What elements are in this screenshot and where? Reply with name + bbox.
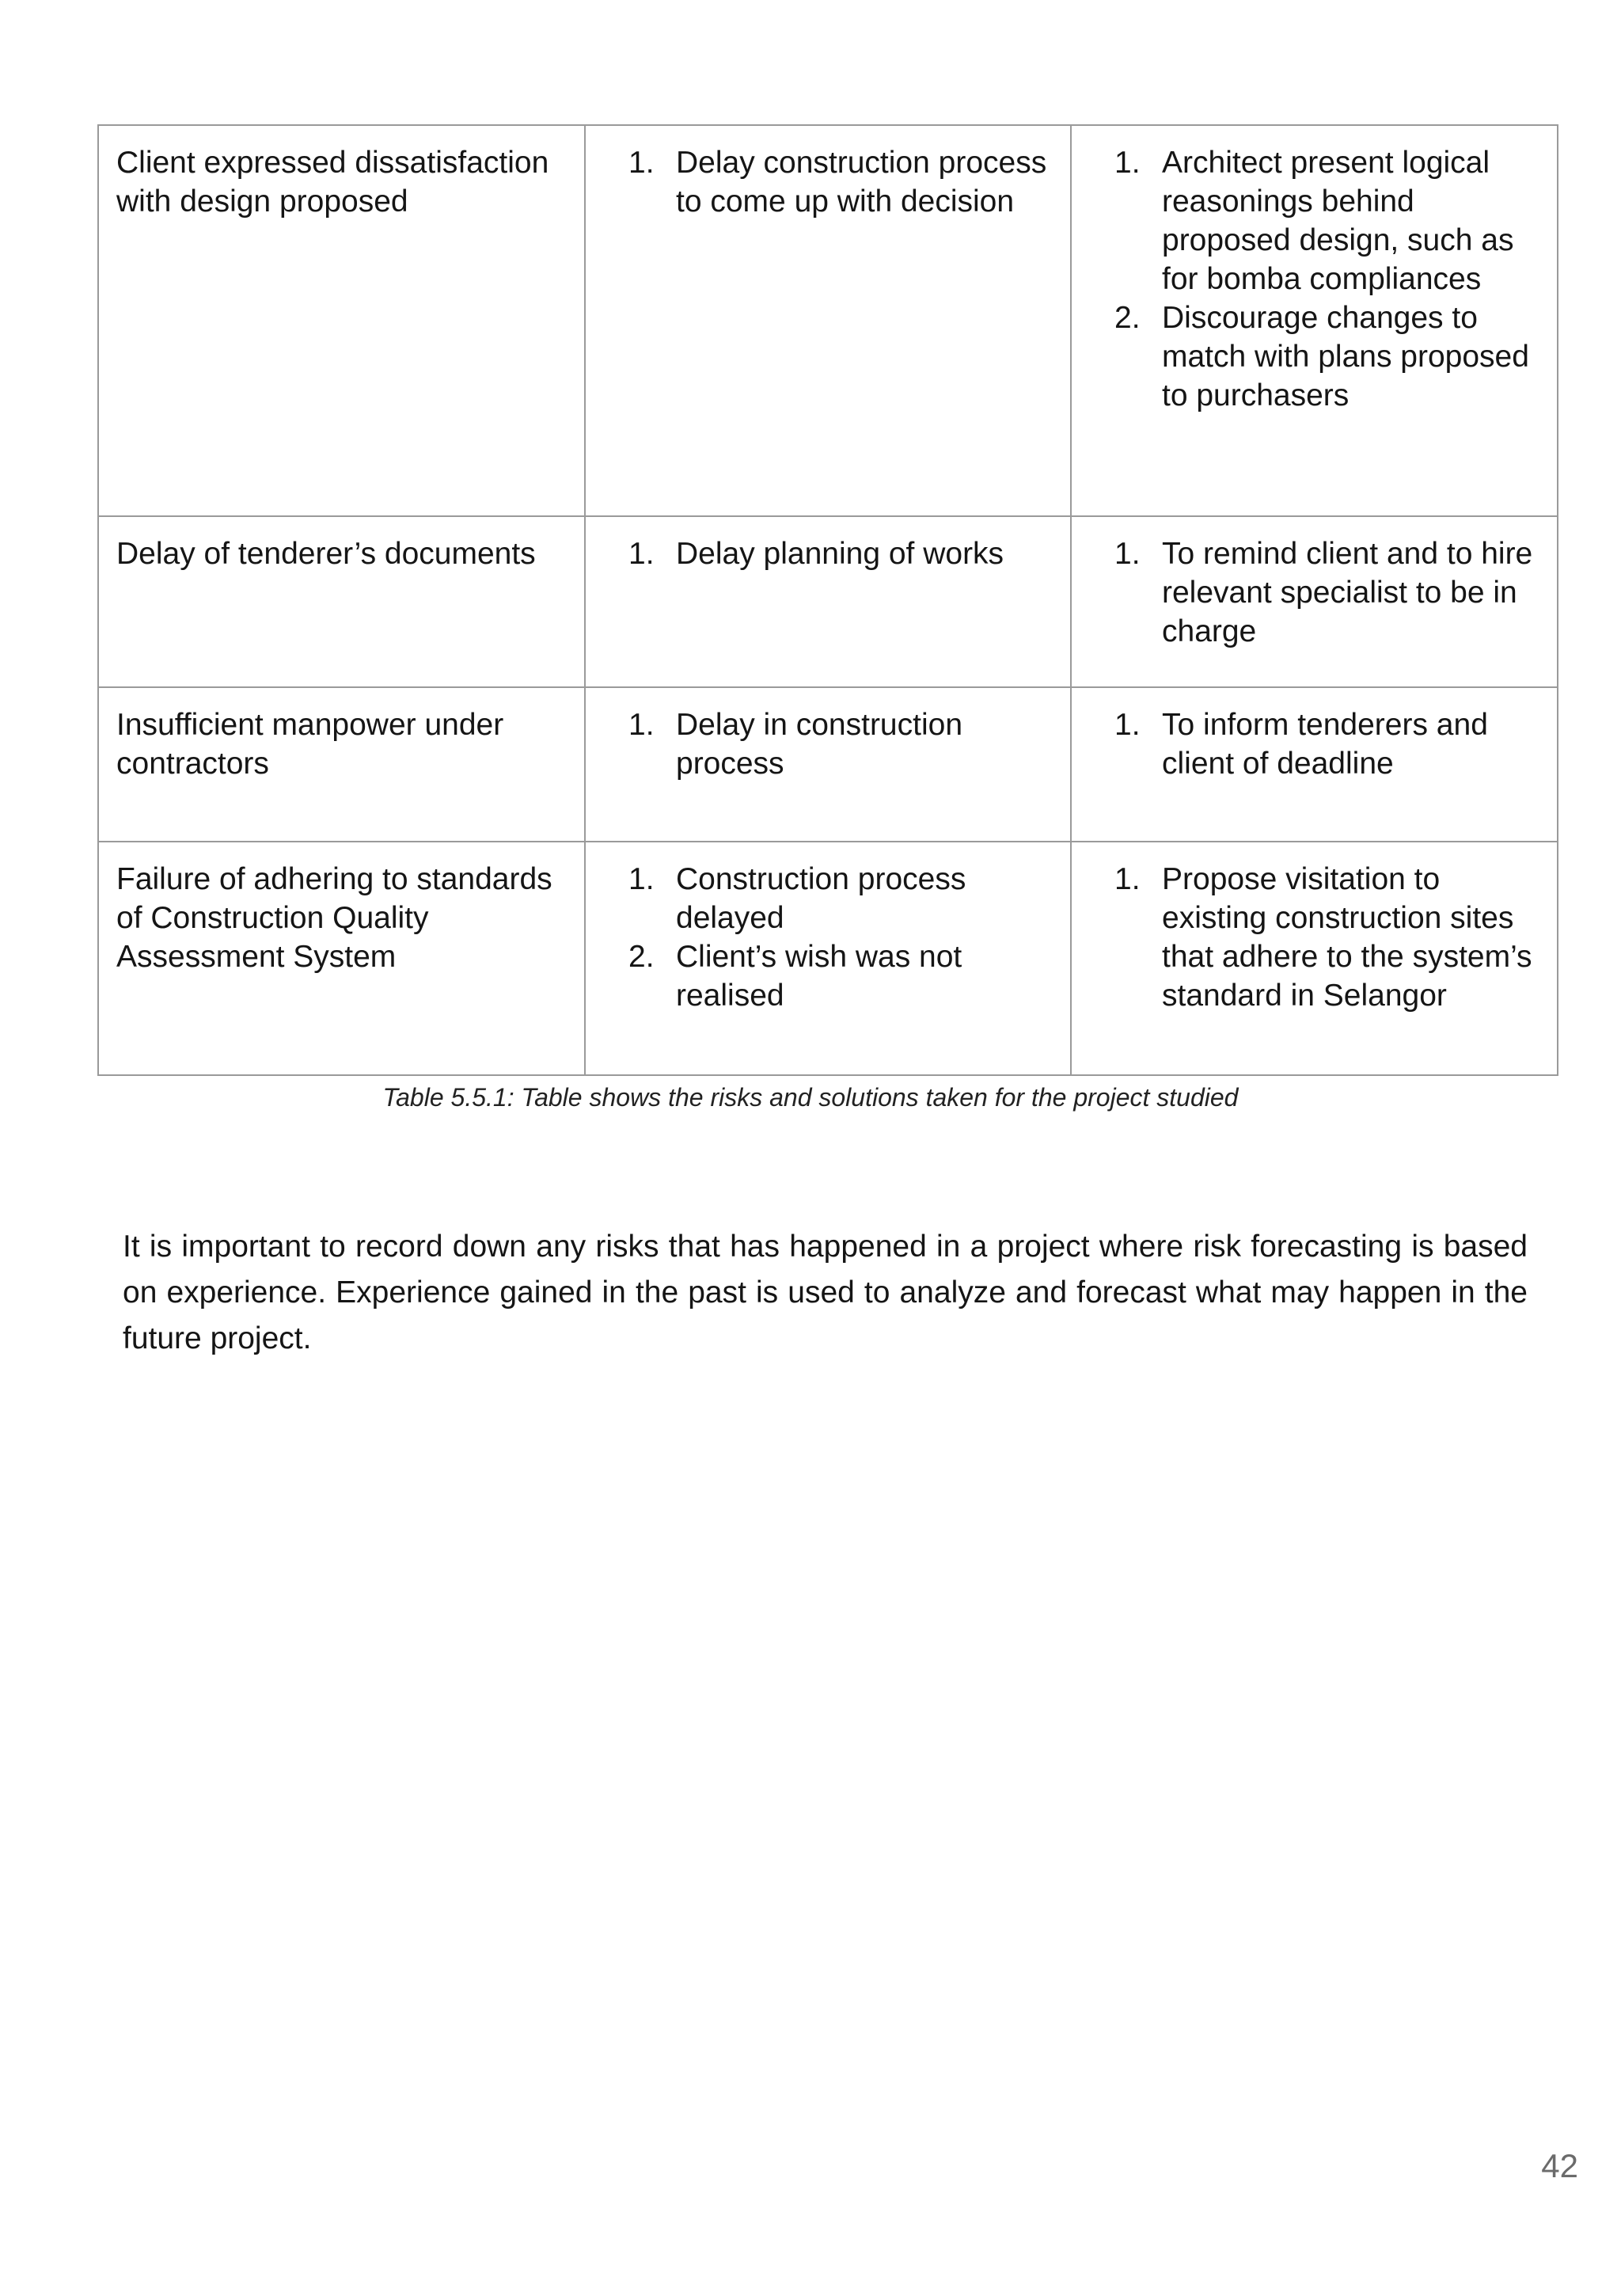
list-item: 1. Delay planning of works <box>603 534 1053 573</box>
effects-list <box>603 860 1053 1015</box>
effects-list <box>603 534 1053 573</box>
list-item: 1. Propose visitation to existing construction sites that adhere to the system’s standard in Selangor <box>1089 860 1539 1015</box>
list-item: 1. Architect present logical reasonings behind proposed design, such as for bomba compliances <box>1089 143 1539 298</box>
list-item: 1. Delay in construction process <box>603 705 1053 783</box>
list-item: 1. Delay construction process to come up with decision <box>603 143 1053 221</box>
effect-text: Client’s wish was not realised <box>676 940 962 1013</box>
solutions-cell <box>1071 516 1558 687</box>
risk-cell <box>98 687 585 842</box>
table-row <box>98 125 1558 516</box>
effect-text: Delay construction process to come up with decision <box>676 146 1047 219</box>
list-item: 1. Construction process delayed <box>603 860 1053 937</box>
effects-cell <box>585 842 1071 1075</box>
page-number: 42 <box>1541 2147 1578 2184</box>
solutions-list <box>1089 860 1539 1015</box>
solution-text: Discourage changes to match with plans proposed to purchasers <box>1162 301 1529 412</box>
risk-text: Failure of adhering to standards of Construction Quality Assessment System <box>116 862 552 974</box>
risk-cell <box>98 842 585 1075</box>
effects-cell <box>585 516 1071 687</box>
table-caption: Table 5.5.1: Table shows the risks and solutions taken for the project studied <box>382 1083 1239 1112</box>
solution-text: Architect present logical reasonings behind proposed design, such as for bomba compliances <box>1162 146 1514 296</box>
risk-text: Insufficient manpower under contractors <box>116 708 504 781</box>
risk-cell <box>98 125 585 516</box>
risk-text: Delay of tenderer’s documents <box>116 537 536 571</box>
solutions-list <box>1089 143 1539 415</box>
solutions-list <box>1089 705 1539 783</box>
list-item: 2. Client’s wish was not realised <box>603 937 1053 1015</box>
risk-cell <box>98 516 585 687</box>
effects-list <box>603 705 1053 783</box>
solutions-cell <box>1071 687 1558 842</box>
table-row <box>98 516 1558 687</box>
list-item: 2. Discourage changes to match with plans proposed to purchasers <box>1089 298 1539 415</box>
effect-text: Delay planning of works <box>676 537 1004 571</box>
solution-text: Propose visitation to existing construction sites that adhere to the system’s standard in Selangor <box>1162 862 1532 1013</box>
table-row <box>98 842 1558 1075</box>
solution-text: To remind client and to hire relevant specialist to be in charge <box>1162 537 1533 648</box>
effects-cell <box>585 687 1071 842</box>
risk-text: Client expressed dissatisfaction with design proposed <box>116 146 549 219</box>
effects-cell <box>585 125 1071 516</box>
solutions-list <box>1089 534 1539 651</box>
solutions-cell <box>1071 125 1558 516</box>
effects-list <box>603 143 1053 221</box>
list-item: 1. To remind client and to hire relevant specialist to be in charge <box>1089 534 1539 651</box>
body-paragraph: It is important to record down any risks that has happened in a project where risk forecasting is based on experience. Experience gained in the past is used to analyze and forecast what may happen in the future project. <box>123 1230 1528 1355</box>
risk-table <box>97 124 1558 1076</box>
list-item: 1. To inform tenderers and client of deadline <box>1089 705 1539 783</box>
table-row <box>98 687 1558 842</box>
effect-text: Delay in construction process <box>676 708 963 781</box>
solution-text: To inform tenderers and client of deadline <box>1162 708 1488 781</box>
solutions-cell <box>1071 842 1558 1075</box>
effect-text: Construction process delayed <box>676 862 966 935</box>
